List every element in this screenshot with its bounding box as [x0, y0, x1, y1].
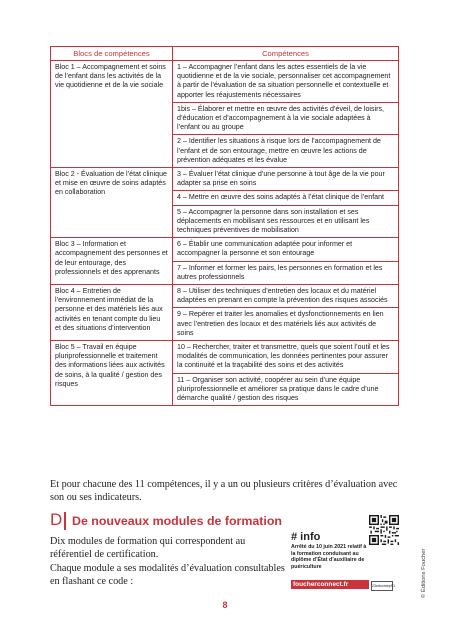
- section-letter: D: [50, 510, 63, 529]
- competence-2: 2 – Identifier les situations à risque lors de l’accompagnement de l’enfant et de son entourage, mettre en œuvre les actions de prévention adéquates et les évalue: [173, 135, 399, 168]
- info-box: [291, 531, 396, 590]
- header-blocs: Blocs de compétences: [51, 47, 173, 61]
- body-paragraph-2: Chaque module a ses modalités d’évaluation consultables en flashant ce code :: [50, 563, 285, 587]
- competence-10: 10 – Rechercher, traiter et transmettre, quels que soient l’outil et les modalités de communication, les données pertinentes pour assurer la continuité et la traçabilité des soins et des activités: [173, 341, 399, 374]
- info-code: 23eduxmepS1: [371, 581, 393, 591]
- bloc-4-label: Bloc 4 – Entretien de l’environnement immédiat de la personne et des matériels liés aux activités en tenant compte du lieu et des situations d’intervention: [51, 285, 173, 341]
- bloc-3-label: Bloc 3 – Information et accompagnement des personnes et de leur entourage, des professionnels et des apprenants: [51, 238, 173, 285]
- section-divider: [64, 512, 66, 530]
- table-row: [51, 168, 399, 191]
- page-number: 8: [222, 600, 228, 610]
- header-competences: Compétences: [173, 47, 399, 61]
- competence-5: 5 – Accompagner la personne dans son installation et ses déplacements en mobilisant ses ressources et en utilisant les techniques préventives de mobilisation: [173, 205, 399, 238]
- competence-7: 7 – Informer et former les pairs, les personnes en formation et les autres professionnels: [173, 261, 399, 284]
- competence-3: 3 – Évaluer l’état clinique d’une personne à tout âge de la vie pour adapter sa prise en soins: [173, 168, 399, 191]
- table-header-row: [51, 47, 399, 61]
- publisher-credit: © Éditions Foucher: [421, 548, 427, 598]
- competences-table: [50, 46, 399, 406]
- competence-6: 6 – Établir une communication adaptée pour informer et accompagner la personne et son entourage: [173, 238, 399, 261]
- info-tag: # info: [291, 531, 321, 543]
- competence-8: 8 – Utiliser des techniques d’entretien des locaux et du matériel adaptées en prenant en compte la prévention des risques associés: [173, 285, 399, 308]
- table-row: [51, 61, 399, 103]
- qr-code-icon[interactable]: [369, 515, 399, 545]
- body-paragraph-1: Dix modules de formation qui correspondent au référentiel de certification.: [50, 536, 246, 560]
- bloc-2-label: Bloc 2 - Évaluation de l’état clinique et mise en œuvre de soins adaptés en collaboration: [51, 168, 173, 238]
- intro-paragraph: Et pour chacune des 11 compétences, il y a un ou plusieurs critères d’évaluation avec son ou ses indicateurs.: [50, 479, 398, 503]
- info-url-link[interactable]: foucherconnect.fr: [291, 580, 369, 589]
- info-description: Arrêté du 10 juin 2021 relatif à la formation conduisant au diplôme d’État d’auxiliaire de puériculture: [291, 544, 367, 570]
- competence-11: 11 – Organiser son activité, coopérer au sein d’une équipe pluriprofessionnelle et améliorer sa pratique dans le cadre d’une démarche qualité / gestion des risques: [173, 373, 399, 406]
- competence-4: 4 – Mettre en œuvre des soins adaptés à l’état clinique de l’enfant: [173, 191, 399, 205]
- table-row: [51, 341, 399, 374]
- section-title: De nouveaux modules de formation: [72, 514, 282, 528]
- competence-1bis: 1bis – Élaborer et mettre en œuvre des activités d’éveil, de loisirs, d’éducation et d’accompagnement à la vie sociale adaptées à l’enfant ou au groupe: [173, 102, 399, 135]
- table-row: [51, 238, 399, 261]
- competence-1: 1 – Accompagner l’enfant dans les actes essentiels de la vie quotidienne et de la vie sociale, personnaliser cet accompagnement à partir de l’évaluation de sa situation personnelle et contextuelle et apporter les réajustements nécessaires: [173, 61, 399, 103]
- bloc-5-label: Bloc 5 – Travail en équipe pluriprofessionnelle et traitement des informations liées aux activités de soins, à la qualité / gestion des risques: [51, 341, 173, 406]
- competence-9: 9 – Repérer et traiter les anomalies et dysfonctionnements en lien avec l’entretien des locaux et des matériels liés aux activités de soins: [173, 308, 399, 341]
- table-row: [51, 285, 399, 308]
- bloc-1-label: Bloc 1 – Accompagnement et soins de l’enfant dans les activités de la vie quotidienne et de la vie sociale: [51, 61, 173, 168]
